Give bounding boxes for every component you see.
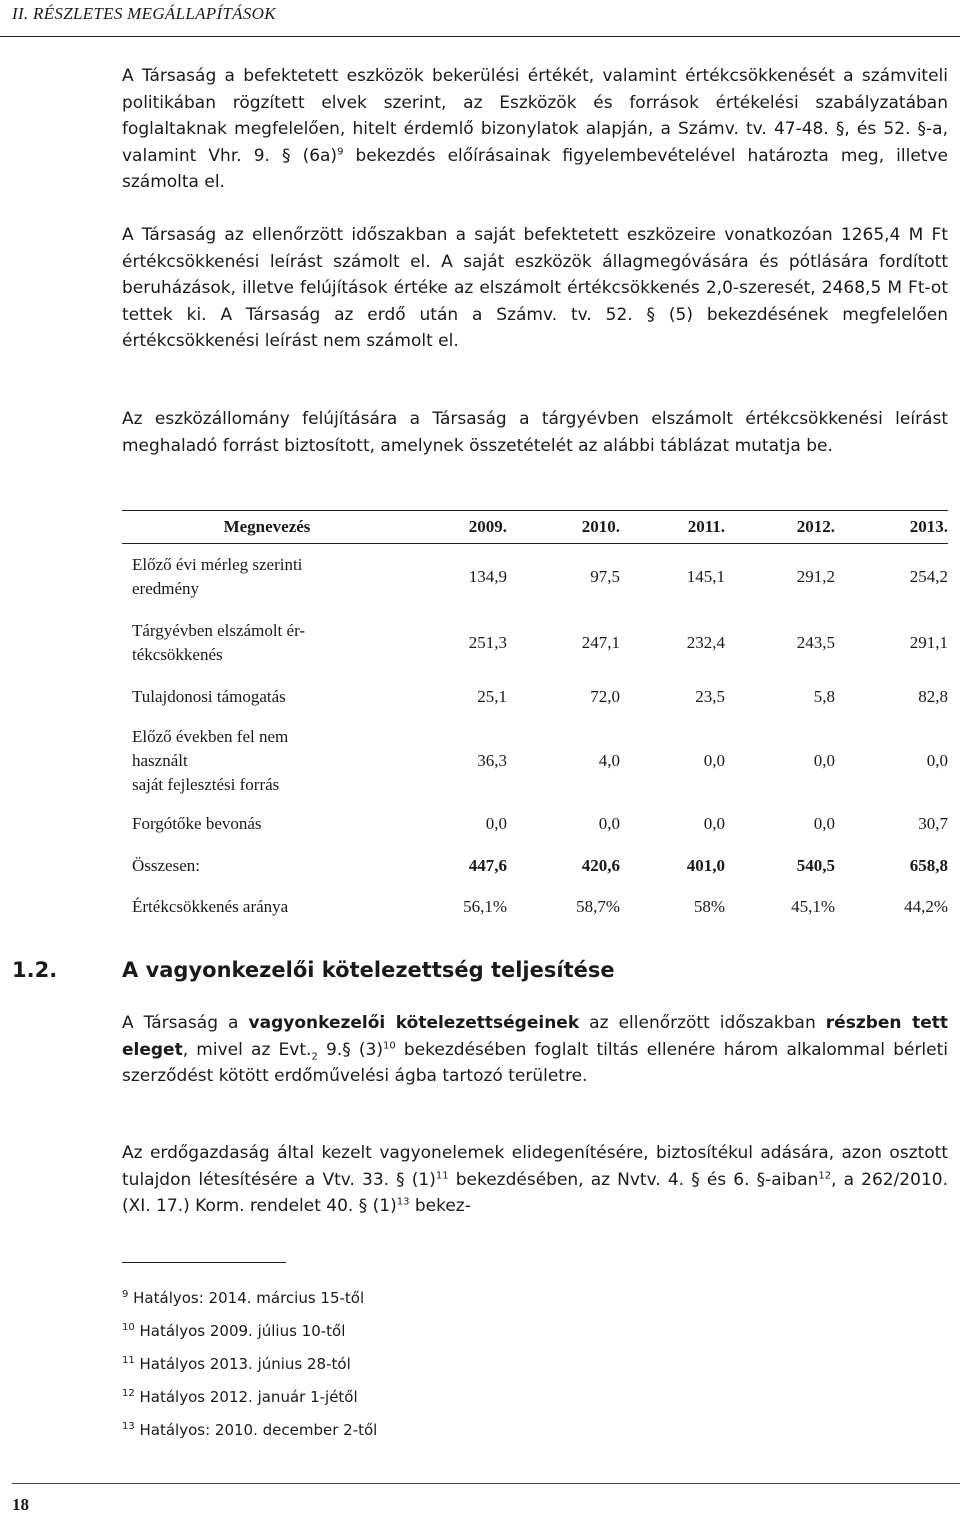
footnote-text: Hatályos: 2010. december 2-től	[139, 1421, 378, 1439]
table-row	[122, 719, 948, 803]
cell-2009: 25,1	[477, 687, 507, 706]
cell-2012: 0,0	[813, 750, 835, 770]
row-label-line: Tárgyévben elszámolt ér-	[132, 620, 306, 640]
row-label-line: Összesen:	[132, 855, 200, 875]
table-row	[122, 676, 948, 719]
cell-2013: 658,8	[909, 855, 948, 875]
p4-text-4: 9.§ (3)	[317, 1039, 383, 1060]
cell-2011: 0,0	[703, 813, 725, 833]
section-title: A vagyonkezelői kötelezettség teljesítése	[122, 958, 615, 982]
footnote-number: 12	[122, 1388, 135, 1399]
cell-2010: 97,5	[590, 566, 620, 586]
row-label	[122, 719, 412, 803]
table-row	[122, 845, 948, 887]
cell-2011: 232,4	[686, 632, 725, 652]
footnote-text: Hatályos 2012. január 1-jétől	[139, 1388, 358, 1406]
p4-text-2: az ellenőrzött időszakban	[579, 1013, 826, 1033]
col-header-2010: 2010.	[507, 511, 620, 544]
paragraph-table-intro: Az eszközállomány felújítására a Társaság a tárgyévben elszámolt értékcsökkenési leírást meghaladó forrást biztosított, amelynek összetételét az alábbi táblázat mutatja be.	[122, 409, 948, 456]
footnotes	[122, 1288, 377, 1453]
footnote-text: Hatályos 2009. július 10-től	[139, 1322, 346, 1340]
cell-2010: 72,0	[590, 687, 620, 706]
cell-2011: 401,0	[686, 855, 725, 875]
col-header-2011: 2011.	[620, 511, 725, 544]
funding-data-table	[122, 511, 948, 927]
table-row	[122, 887, 948, 927]
table-body	[122, 544, 948, 927]
cell-2012: 291,2	[796, 566, 835, 586]
row-label-line: használt	[132, 750, 188, 770]
row-label-line: Előző évi mérleg szerinti	[132, 554, 303, 574]
footnote-number: 10	[122, 1322, 135, 1333]
table-row	[122, 803, 948, 845]
row-label-line: Tulajdonosi támogatás	[132, 687, 286, 706]
footnote-ref-13[interactable]: 13	[396, 1196, 410, 1208]
p4-bold-1: vagyonkezelői kötelezettségeinek	[248, 1013, 580, 1033]
footnote-13	[122, 1420, 377, 1453]
paragraph-asset-alienation	[122, 1140, 948, 1220]
footnote-ref-12[interactable]: 12	[818, 1169, 832, 1181]
footnote-11	[122, 1354, 377, 1387]
cell-2011: 145,1	[686, 566, 725, 586]
row-label-line: tékcsökkenés	[132, 644, 223, 664]
footnote-number: 13	[122, 1421, 135, 1432]
row-label-line: Értékcsökkenés aránya	[132, 896, 289, 916]
cell-2010: 0,0	[598, 813, 620, 833]
footnote-12	[122, 1387, 377, 1420]
footnote-text: Hatályos 2013. június 28-tól	[139, 1355, 351, 1373]
p4-subscript: 2	[311, 1050, 318, 1062]
section-number: 1.2.	[12, 958, 58, 982]
row-label	[122, 803, 412, 845]
cell-2012: 5,8	[813, 687, 835, 706]
cell-2009: 447,6	[468, 855, 507, 875]
row-label	[122, 887, 412, 927]
row-label	[122, 610, 412, 676]
row-label-line: eredmény	[132, 578, 200, 598]
row-label	[122, 845, 412, 887]
cell-2013: 44,2%	[904, 896, 948, 916]
cell-2013: 254,2	[909, 566, 948, 586]
p5-text-4: bekez-	[409, 1196, 471, 1216]
p1-text-b: bekezdés előírásainak figyelembevételével határozta meg, illetve számolta el.	[122, 145, 948, 192]
col-header-2009: 2009.	[412, 511, 507, 544]
cell-2009: 0,0	[485, 813, 507, 833]
cell-2013: 82,8	[918, 687, 948, 706]
footnote-ref-9[interactable]: 9	[337, 145, 344, 157]
running-header: II. RÉSZLETES MEGÁLLAPÍTÁSOK	[12, 4, 276, 23]
footnote-10	[122, 1321, 377, 1354]
p4-text-1: A Társaság a	[122, 1013, 249, 1033]
cell-2009: 36,3	[477, 750, 507, 770]
p5-text-1: Az erdőgazdaság által kezelt vagyonelemek elidegenítésére, biztosítékul adására, azon osztott tulajdon létesítésére a Vtv. 33. § (1)	[122, 1143, 948, 1190]
cell-2012: 0,0	[813, 813, 835, 833]
cell-2010: 4,0	[598, 750, 620, 770]
cell-2012: 45,1%	[791, 896, 835, 916]
cell-2013: 30,7	[918, 813, 948, 833]
footnote-separator	[122, 1262, 286, 1263]
cell-2011: 0,0	[703, 750, 725, 770]
cell-2009: 56,1%	[463, 896, 507, 916]
footnote-9	[122, 1288, 377, 1321]
row-label-line: Forgótőke bevonás	[132, 813, 262, 833]
p4-bold-2: részben tett eleget	[122, 1013, 948, 1060]
row-label	[122, 544, 412, 610]
footnote-ref-11[interactable]: 11	[435, 1169, 449, 1181]
footer-rule	[12, 1483, 960, 1484]
footnote-ref-10[interactable]: 10	[383, 1039, 396, 1051]
cell-2010: 58,7%	[576, 896, 620, 916]
cell-2012: 540,5	[796, 855, 835, 875]
funding-table	[122, 510, 948, 927]
paragraph-depreciation-policy	[122, 63, 948, 196]
table-row	[122, 544, 948, 610]
p5-text-2: bekezdésében, az Nvtv. 4. § és 6. §-aiban	[448, 1169, 819, 1190]
row-label-line: saját fejlesztési forrás	[132, 774, 280, 794]
cell-2009: 134,9	[468, 566, 507, 586]
table-row	[122, 610, 948, 676]
p1-text-a: A Társaság a befektetett eszközök bekerülési értékét, valamint értékcsökkenését a számviteli politikában rögzített elvek szerint, az Eszközök és források értékelési szabályzatában foglaltaknak megfelelően, hitelt érdemlő bizonylatok alapján, a Számv. tv. 47-48. §, és 52. §-a, valamint Vhr. 9. § (6a)	[122, 66, 948, 166]
col-header-2013: 2013.	[835, 511, 948, 544]
cell-2011: 23,5	[695, 687, 725, 706]
p4-text-3: , mivel az Evt.	[182, 1039, 312, 1060]
header-rule	[0, 36, 960, 37]
col-header-2012: 2012.	[725, 511, 835, 544]
cell-2013: 0,0	[926, 750, 948, 770]
cell-2011: 58%	[693, 896, 725, 916]
footnote-number: 9	[122, 1289, 129, 1300]
cell-2010: 247,1	[581, 632, 620, 652]
footnote-text: Hatályos: 2014. március 15-től	[133, 1289, 365, 1307]
cell-2012: 243,5	[796, 632, 835, 652]
footnote-number: 11	[122, 1355, 135, 1366]
col-header-name: Megnevezés	[122, 511, 412, 544]
cell-2010: 420,6	[581, 855, 620, 875]
cell-2009: 251,3	[468, 632, 507, 652]
table-header-row	[122, 511, 948, 544]
paragraph-asset-obligation	[122, 1010, 948, 1090]
paragraph-depreciation-amounts: A Társaság az ellenőrzött időszakban a saját befektetett eszközeire vonatkozóan 1265,4 M Ft értékcsökkenési leírást számolt el. A saját eszközök állagmegóvására és pótlására fordított beruházások, illetve felújítások értéke az elszámolt értékcsökkenés 2,0-szeresét, 2468,5 M Ft-ot tettek ki. A Társaság az erdő után a Számv. tv. 52. § (5) bekezdésének megfelelően értékcsökkenési leírást nem számolt el.	[122, 225, 948, 351]
page-number: 18	[12, 1495, 29, 1514]
cell-2013: 291,1	[909, 632, 948, 652]
p5-text-3: , a 262/2010. (XI. 17.) Korm. rendelet 40. § (1)	[122, 1169, 948, 1216]
row-label	[122, 676, 412, 719]
row-label-line: Előző években fel nem	[132, 726, 289, 746]
p4-text-5: bekezdésében foglalt tiltás ellenére három alkalommal bérleti szerződést kötött erdőművelési ágba tartozó területre.	[122, 1039, 949, 1086]
